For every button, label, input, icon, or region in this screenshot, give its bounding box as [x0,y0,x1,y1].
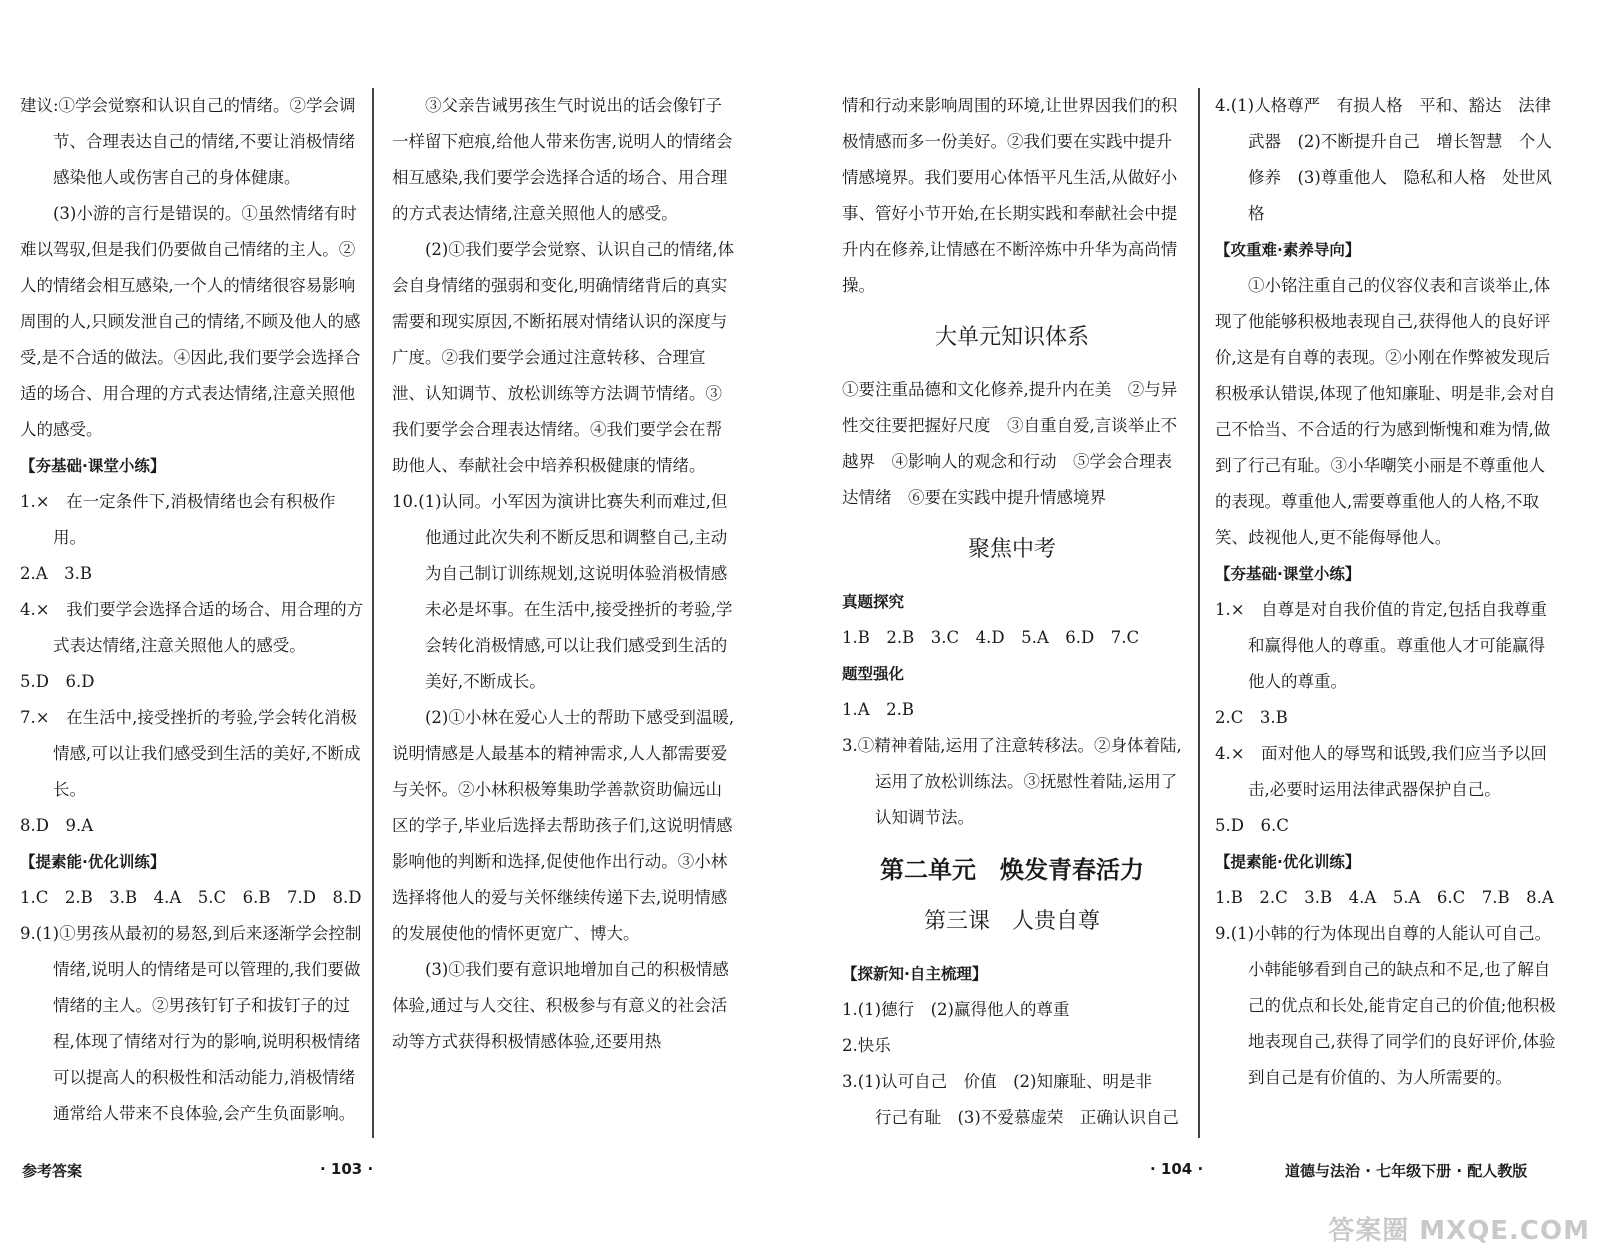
answer-paragraph: 5.D 6.D [20,672,95,691]
answer-paragraph: (3)小游的言行是错误的。①虽然情绪有时难以驾驭,但是我们仍要做自己情绪的主人。②人的情绪会相互感染,一个人的情绪很容易影响周围的人,只顾发泄自己的情绪,不顾及他人的感受,是不合适的做法。④因此,我们要学会选择合适的场合、用合理的方式表达情绪,注意关照他人的感受。 [20,204,361,439]
section-heading: 【夯基础·课堂小练】 [1215,565,1361,583]
answer-paragraph: ①要注重品德和文化修养,提升内在美 ②与异性交往要把握好尺度 ③自重自爱,言谈举止不越界 ④影响人的观念和行动 ⑤学会合理表达情绪 ⑥要在实践中提升情感境界 [842,380,1178,507]
answer-paragraph: ③父亲告诫男孩生气时说出的话会像钉子一样留下疤痕,给他人带来伤害,说明人的情绪会相互感染,我们要学会选择合适的场合、用合理的方式表达情绪,注意关照他人的感受。 [392,96,733,223]
section-heading: 【探新知·自主梳理】 [842,965,988,983]
answer-paragraph: 4.× 面对他人的辱骂和诋毁,我们应当予以回击,必要时运用法律武器保护自己。 [1215,744,1547,799]
column-3 [842,88,1182,1136]
answer-paragraph: 9.(1)①男孩从最初的易怒,到后来逐渐学会控制情绪,说明人的情绪是可以管理的,我们要做情绪的主人。②男孩钉钉子和拔钉子的过程,体现了情绪对行为的影响,说明积极情绪可以提高人的积极性和活动能力,消极情绪通常给人带来不良体验,会产生负面影响。 [20,924,362,1123]
answer-paragraph: (2)①我们要学会觉察、认识自己的情绪,体会自身情绪的强弱和变化,明确情绪背后的真实需要和现实原因,不断拓展对情绪认识的深度与广度。②我们要学会通过注意转移、合理宣泄、认知调节、放松训练等方法调节情绪。③我们要学会合理表达情绪。④我们要学会在帮助他人、奉献社会中培养积极健康的情绪。 [392,240,735,475]
answer-paragraph: 1.C 2.B 3.B 4.A 5.C 6.B 7.D 8.D [20,888,362,907]
section-heading: 题型强化 [842,665,905,683]
answer-paragraph: 1.B 2.B 3.C 4.D 5.A 6.D 7.C [842,628,1140,647]
answer-paragraph: 5.D 6.C [1215,816,1289,835]
answer-paragraph: 4.(1)人格尊严 有损人格 平和、豁达 法律武器 (2)不断提升自己 增长智慧 个人修养 (3)尊重他人 隐私和人格 处世风格 [1215,96,1552,223]
answer-paragraph: 4.× 我们要学会选择合适的场合、用合理的方式表达情绪,注意关照他人的感受。 [20,600,364,655]
answer-paragraph: 2.C 3.B [1215,708,1288,727]
answer-paragraph: (3)①我们要有意识地增加自己的积极情感体验,通过与人交往、积极参与有意义的社会活动等方式获得积极情感体验,还要用热 [392,960,729,1051]
answer-paragraph: 3.①精神着陆,运用了注意转移法。②身体着陆,运用了放松训练法。③抚慰性着陆,运用了认知调节法。 [842,736,1182,827]
footer-left-label: 参考答案 [22,1162,83,1180]
answer-paragraph: 1.× 自尊是对自我价值的肯定,包括自我尊重和赢得他人的尊重。尊重他人才可能赢得他人的尊重。 [1215,600,1547,691]
title: 聚焦中考 [967,537,1056,562]
title: 第二单元 焕发青春活力 [880,856,1144,884]
answer-paragraph: 建议:①学会觉察和认识自己的情绪。②学会调节、合理表达自己的情绪,不要让消极情绪感染他人或伤害自己的身体健康。 [20,96,356,187]
answer-paragraph: 8.D 9.A [20,816,94,835]
answer-paragraph: 1.A 2.B [842,700,915,719]
section-heading: 【夯基础·课堂小练】 [20,457,166,475]
answer-paragraph: 10.(1)认同。小军因为演讲比赛失利而难过,但他通过此次失利不断反思和调整自己,主动为自己制订训练规划,这说明体验消极情感未必是坏事。在生活中,接受挫折的考验,学会转化消极情感,可以让我们感受到生活的美好,不断成长。 [392,492,733,691]
answer-paragraph: 3.(1)认可自己 价值 (2)知廉耻、明是非 行己有耻 (3)不爱慕虚荣 正确认识自己 [842,1072,1179,1127]
title: 第三课 人贵自尊 [923,909,1100,934]
column-1 [20,88,365,1132]
section-heading: 【提素能·优化训练】 [20,853,166,871]
answer-paragraph: 9.(1)小韩的行为体现出自尊的人能认可自己。小韩能够看到自己的缺点和不足,也了解自己的优点和长处,能肯定自己的价值;他积极地表现自己,获得了同学们的良好评价,体验到自己是有价值的、为人所需要的。 [1215,924,1556,1087]
answer-paragraph: 2.A 3.B [20,564,93,583]
answer-paragraph: 7.× 在生活中,接受挫折的考验,学会转化消极情感,可以让我们感受到生活的美好,不断成长。 [20,708,361,799]
column-divider [372,88,374,1138]
page-number-left: · 103 · [320,1160,374,1178]
watermark: 答案圈 MXQE.COM [1328,1216,1590,1246]
column-2 [392,88,737,1060]
footer-right-label: 道德与法治 · 七年级下册 · 配人教版 [1285,1162,1528,1180]
answer-paragraph: 1.B 2.C 3.B 4.A 5.A 6.C 7.B 8.A [1215,888,1554,907]
section-heading: 真题探究 [842,593,905,611]
answer-paragraph: 1.× 在一定条件下,消极情绪也会有积极作用。 [20,492,336,547]
section-heading: 【提素能·优化训练】 [1215,853,1361,871]
column-divider [1198,88,1200,1138]
answer-paragraph: 2.快乐 [842,1036,891,1055]
answer-paragraph: 1.(1)德行 (2)赢得他人的尊重 [842,1000,1070,1019]
column-4 [1215,88,1560,1096]
title: 大单元知识体系 [934,325,1089,350]
page-number-right: · 104 · [1150,1160,1204,1178]
answer-paragraph: ①小铭注重自己的仪容仪表和言谈举止,体现了他能够积极地表现自己,获得他人的良好评价,这是有自尊的表现。②小刚在作弊被发现后积极承认错误,体现了他知廉耻、明是非,会对自己不恰当、不合适的行为感到惭愧和难为情,做到了行己有耻。③小华嘲笑小丽是不尊重他人的表现。尊重他人,需要尊重他人的人格,不取笑、歧视他人,更不能侮辱他人。 [1215,276,1556,547]
answer-paragraph: 情和行动来影响周围的环境,让世界因我们的积极情感而多一份美好。②我们要在实践中提升情感境界。我们要用心体悟平凡生活,从做好小事、管好小节开始,在长期实践和奉献社会中提升内在修养,让情感在不断淬炼中升华为高尚情操。 [842,96,1178,295]
section-heading: 【攻重难·素养导向】 [1215,241,1361,259]
answer-paragraph: (2)①小林在爱心人士的帮助下感受到温暖,说明情感是人最基本的精神需求,人人都需要爱与关怀。②小林积极筹集助学善款资助偏远山区的学子,毕业后选择去帮助孩子们,这说明情感影响他的判断和选择,促使他作出行动。③小林选择将他人的爱与关怀继续传递下去,说明情感的发展使他的情怀更宽广、博大。 [392,708,735,943]
